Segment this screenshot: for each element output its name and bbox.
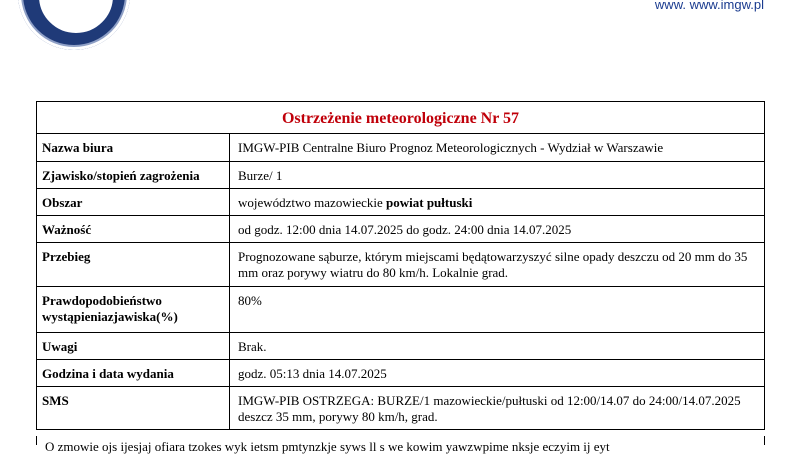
area-county: powiat pułtuski <box>386 194 473 210</box>
page-header <box>0 0 800 60</box>
row-value: IMGW-PIB OSTRZEGA: BURZE/1 mazowieckie/pułtuski od 12:00/14.07 do 24:00/14.07.2025 deszcz 35 mm, porywy 80 km/h, grad. <box>230 386 765 429</box>
row-value: Brak. <box>230 332 765 359</box>
row-value: Burze/ 1 <box>230 161 765 188</box>
row-value: IMGW-PIB Centralne Biuro Prognoz Meteorologicznych - Wydział w Warszawie <box>230 134 765 161</box>
row-label: Uwagi <box>37 332 230 359</box>
row-phenomenon <box>37 161 764 188</box>
row-remarks <box>37 332 764 359</box>
row-label: Godzina i data wydania <box>37 359 230 386</box>
row-value: godz. 05:13 dnia 14.07.2025 <box>230 359 765 386</box>
row-issue-time <box>37 359 764 386</box>
row-course <box>37 242 764 286</box>
warning-details <box>37 134 764 430</box>
row-validity <box>37 215 764 242</box>
row-value: od godz. 12:00 dnia 14.07.2025 do godz. 24:00 dnia 14.07.2025 <box>230 215 765 242</box>
row-label: Przebieg <box>37 242 230 286</box>
row-value: Prognozowane sąburze, którym miejscami będątowarzyszyć silne opady deszczu od 20 mm do 35 mm oraz porywy wiatru do 80 km/h. Lokalnie grad. <box>230 242 765 286</box>
row-label: SMS <box>37 386 230 429</box>
row-probability <box>37 286 764 332</box>
row-area <box>37 188 764 215</box>
warning-table <box>36 101 765 430</box>
area-voivodeship: województwo mazowieckie <box>238 194 387 210</box>
footer-note-cutoff <box>36 436 765 454</box>
row-label: Nazwa biura <box>37 134 230 161</box>
row-label: Obszar <box>37 188 230 215</box>
row-value: 80% <box>230 286 765 332</box>
imgw-logo <box>18 0 130 50</box>
row-label: Zjawisko/stopień zagrożenia <box>37 161 230 188</box>
warning-title: Ostrzeżenie meteorologiczne Nr 57 <box>37 102 764 134</box>
row-label: Prawdopodobieństwo wystąpieniazjawiska(%) <box>37 286 230 332</box>
row-label: Ważność <box>37 215 230 242</box>
footer-note-text: O zmowie ojs ijesjaj ofiara tzokes wyk ietsm pmtynzkje syws ll s we kowim yawzwpime nksje eczyim ij eyt <box>45 439 610 454</box>
imgw-logo-center <box>37 0 115 35</box>
row-office <box>37 134 764 161</box>
row-sms <box>37 386 764 429</box>
row-value <box>230 188 765 215</box>
website-link[interactable]: www. www.imgw.pl <box>654 0 764 12</box>
